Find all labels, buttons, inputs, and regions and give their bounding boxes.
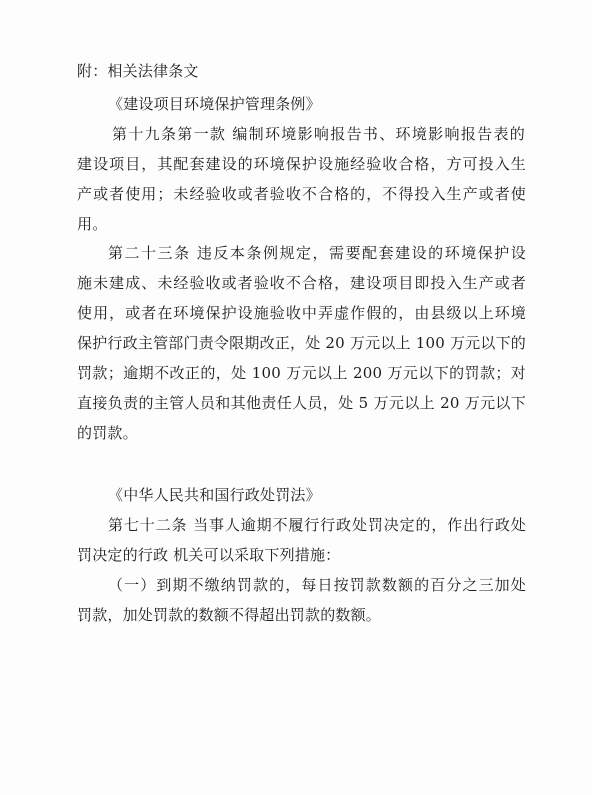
article-23-line-1: 第二十三条 违反本条例规定，需要配套建设的环境保护设 — [108, 244, 526, 262]
article-23-line-5: 罚款；逾期不改正的，处 100 万元以上 200 万元以下的罚款；对 — [77, 364, 526, 382]
article-23-line-3: 使用，或者在环境保护设施验收中弄虚作假的，由县级以上环境 — [77, 304, 526, 322]
article-23-line-2: 施未建成、未经验收或者验收不合格，建设项目即投入生产或者 — [77, 274, 526, 292]
article-19-line-3: 产或者使用；未经验收或者验收不合格的，不得投入生产或者使 — [77, 185, 526, 203]
article-19-line-2: 建设项目，其配套建设的环境保护设施经验收合格，方可投入生 — [77, 155, 526, 173]
attachment-heading: 附：相关法律条文 — [77, 62, 199, 80]
item-1-line-2: 罚款，加处罚款的数额不得超出罚款的数额。 — [77, 606, 382, 624]
article-72-line-1: 第七十二条 当事人逾期不履行行政处罚决定的，作出行政处 — [108, 516, 526, 534]
item-1-line-1: （一）到期不缴纳罚款的，每日按罚款数额的百分之三加处 — [108, 576, 526, 594]
article-72-line-2: 罚决定的行政 机关可以采取下列措施： — [77, 546, 341, 564]
article-23-line-6: 直接负责的主管人员和其他责任人员，处 5 万元以上 20 万元以下 — [77, 394, 526, 412]
article-19-line-1: 第十九条第一款 编制环境影响报告书、环境影响报告表的 — [112, 125, 525, 143]
article-23-line-4: 保护行政主管部门责令限期改正，处 20 万元以上 100 万元以下的 — [77, 334, 526, 352]
law-title-administrative-penalty-law: 《中华人民共和国行政处罚法》 — [108, 486, 321, 504]
article-23-line-7: 的罚款。 — [77, 424, 138, 442]
article-19-line-4: 用。 — [77, 215, 108, 233]
law-title-construction-regulation: 《建设项目环境保护管理条例》 — [108, 95, 321, 113]
